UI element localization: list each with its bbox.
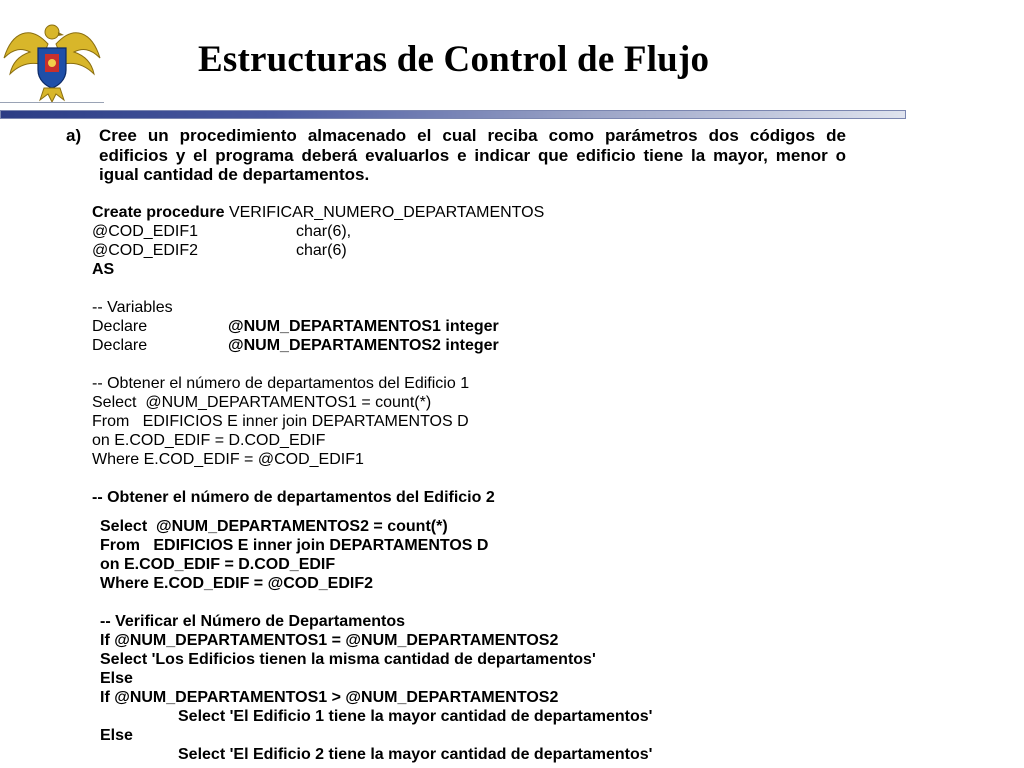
task-text: Cree un procedimiento almacenado el cual reciba como parámetros dos códigos de edificios y el programa deberá evaluarlos e indicar que edificio tiene la mayor, menor o igual cantidad de departamentos. bbox=[99, 126, 846, 184]
code-comment: -- Obtener el número de departamentos del Edificio 1 bbox=[92, 375, 470, 392]
code-line: Where E.COD_EDIF = @COD_EDIF1 bbox=[92, 451, 364, 468]
task-statement bbox=[66, 126, 846, 185]
code-comment: -- Obtener el número de departamentos del Edificio 2 bbox=[92, 489, 495, 506]
code-line: If @NUM_DEPARTAMENTOS1 = @NUM_DEPARTAMENTOS2 bbox=[100, 632, 559, 649]
university-crest-icon bbox=[0, 14, 104, 104]
code-line: Select @NUM_DEPARTAMENTOS2 = count(*) bbox=[100, 518, 448, 535]
logo-divider bbox=[0, 102, 104, 103]
code-line: Select @NUM_DEPARTAMENTOS1 = count(*) bbox=[92, 394, 432, 411]
code-line: @COD_EDIF1 char(6), bbox=[92, 223, 352, 240]
title-divider-bar bbox=[0, 110, 906, 119]
code-block-part1 bbox=[92, 203, 544, 507]
slide-title: Estructuras de Control de Flujo bbox=[198, 39, 710, 80]
code-line: @COD_EDIF2 char(6) bbox=[92, 242, 347, 259]
code-line: Declare @NUM_DEPARTAMENTOS1 integer bbox=[92, 318, 499, 335]
code-line: If @NUM_DEPARTAMENTOS1 > @NUM_DEPARTAMENTOS2 bbox=[100, 689, 559, 706]
code-line: Select 'El Edificio 1 tiene la mayor cantidad de departamentos' bbox=[178, 708, 653, 725]
task-letter: a) bbox=[66, 126, 82, 145]
code-line: From EDIFICIOS E inner join DEPARTAMENTOS D bbox=[92, 413, 469, 430]
code-line: Create procedure VERIFICAR_NUMERO_DEPARTAMENTOS bbox=[92, 204, 545, 221]
code-line: on E.COD_EDIF = D.COD_EDIF bbox=[100, 556, 336, 573]
code-block-part2 bbox=[100, 517, 652, 764]
code-line: Where E.COD_EDIF = @COD_EDIF2 bbox=[100, 575, 373, 592]
code-line: Select 'El Edificio 2 tiene la mayor cantidad de departamentos' bbox=[178, 746, 653, 763]
code-line: Else bbox=[100, 727, 133, 744]
code-line: Else bbox=[100, 670, 133, 687]
code-comment: -- Verificar el Número de Departamentos bbox=[100, 613, 405, 630]
code-line: Declare @NUM_DEPARTAMENTOS2 integer bbox=[92, 337, 499, 354]
code-comment: -- Variables bbox=[92, 299, 173, 316]
code-line: Select 'Los Edificios tienen la misma cantidad de departamentos' bbox=[100, 651, 596, 668]
code-line: on E.COD_EDIF = D.COD_EDIF bbox=[92, 432, 326, 449]
code-line: From EDIFICIOS E inner join DEPARTAMENTOS D bbox=[100, 537, 489, 554]
code-line: AS bbox=[92, 261, 115, 278]
